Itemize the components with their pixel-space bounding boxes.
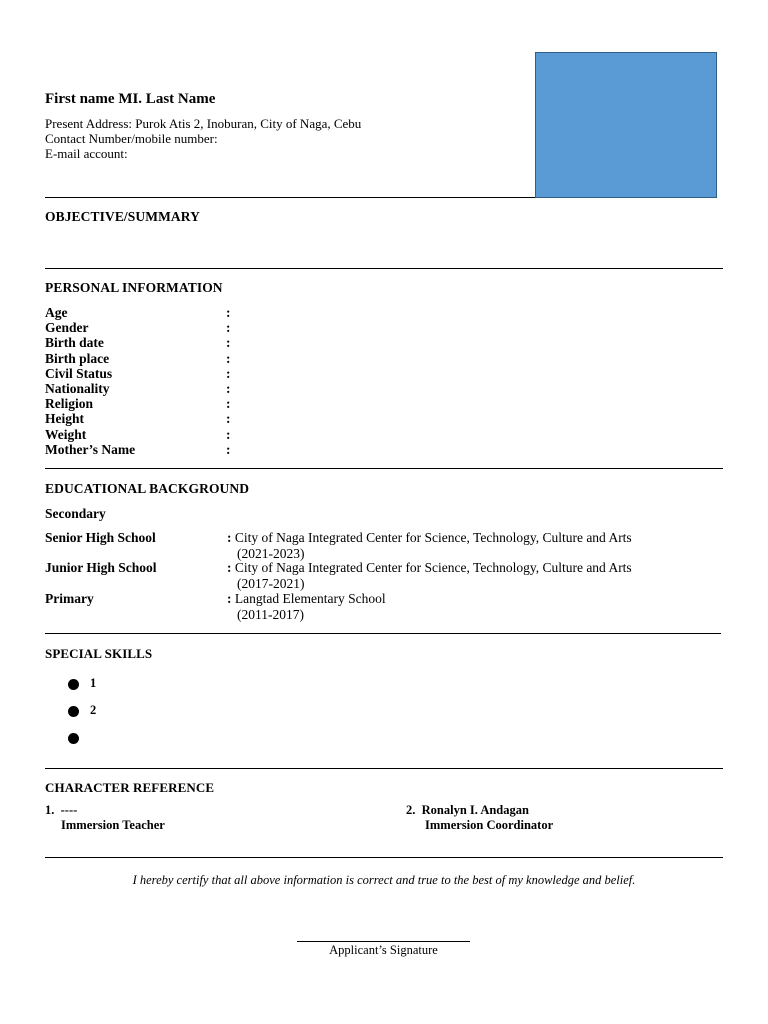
personal-info-colon: : xyxy=(226,426,231,442)
signature-label: Applicant’s Signature xyxy=(329,943,438,957)
reference-name: Ronalyn I. Andagan xyxy=(421,803,529,817)
reference-role: Immersion Coordinator xyxy=(425,818,554,832)
personal-info-label: Age xyxy=(45,305,68,320)
personal-info-row xyxy=(45,366,345,381)
applicant-name: First name MI. Last Name xyxy=(45,91,216,107)
certification-statement: I hereby certify that all above information is correct and true to the best of my knowledge and belief. xyxy=(132,873,636,887)
personal-info-row xyxy=(45,396,345,411)
personal-info-label: Religion xyxy=(45,396,94,412)
personal-info-colon: : xyxy=(226,320,231,336)
personal-info-label: Nationality xyxy=(45,381,110,396)
section-character-reference: CHARACTER REFERENCE xyxy=(45,780,215,795)
personal-info-colon: : xyxy=(226,381,231,396)
personal-info-colon: : xyxy=(226,396,231,412)
divider-header xyxy=(45,197,535,198)
divider-skills xyxy=(45,768,723,769)
divider-objective xyxy=(45,268,723,269)
education-school-name: City of Naga Integrated Center for Science, Technology, Culture and Arts xyxy=(231,560,632,575)
education-years: (2017-2021) xyxy=(237,575,305,591)
education-level-senior-high: Senior High School xyxy=(45,530,156,545)
reference-name: ---- xyxy=(60,803,78,817)
skill-item: 1 xyxy=(90,676,97,690)
education-colon: : xyxy=(227,530,232,545)
bullet-icon xyxy=(68,679,79,690)
personal-info-label: Height xyxy=(45,411,84,427)
section-educational-background: EDUCATIONAL BACKGROUND xyxy=(45,481,250,496)
education-level-junior-high: Junior High School xyxy=(45,560,157,575)
education-years: (2021-2023) xyxy=(237,545,305,561)
personal-info-row xyxy=(45,351,345,366)
education-secondary-label: Secondary xyxy=(45,506,106,521)
personal-info-colon: : xyxy=(226,335,231,351)
personal-info-label: Mother’s Name xyxy=(45,441,136,457)
personal-info-colon: : xyxy=(226,411,231,427)
education-school-junior-high xyxy=(227,560,632,591)
reference-number: 2. xyxy=(406,803,416,817)
photo-placeholder xyxy=(535,52,717,198)
contact-block xyxy=(45,116,361,161)
reference-number: 1. xyxy=(45,803,55,817)
education-colon: : xyxy=(227,591,232,606)
reference-role: Immersion Teacher xyxy=(61,818,165,832)
education-level-primary: Primary xyxy=(45,591,94,606)
education-colon: : xyxy=(227,560,232,575)
personal-info-colon: : xyxy=(226,350,231,366)
personal-info-colon: : xyxy=(226,441,231,457)
personal-info-label: Civil Status xyxy=(45,365,113,381)
bullet-icon xyxy=(68,733,79,744)
reference-2 xyxy=(406,803,553,833)
personal-info-row xyxy=(45,335,345,350)
personal-info-label: Birth date xyxy=(45,335,104,351)
personal-info-row xyxy=(45,320,345,335)
reference-1 xyxy=(45,803,165,833)
education-school-name: City of Naga Integrated Center for Science, Technology, Culture and Arts xyxy=(231,530,632,545)
bullet-icon xyxy=(68,706,79,717)
personal-info-label: Gender xyxy=(45,320,89,336)
divider-education xyxy=(45,633,721,634)
signature-line xyxy=(297,941,470,942)
personal-info-row xyxy=(45,411,345,426)
section-personal-information: PERSONAL INFORMATION xyxy=(45,280,223,295)
personal-info-row xyxy=(45,442,345,457)
personal-info-colon: : xyxy=(226,365,231,381)
email-account: E-mail account: xyxy=(45,146,128,161)
section-special-skills: SPECIAL SKILLS xyxy=(45,646,153,661)
personal-info-row xyxy=(45,381,345,396)
personal-info-colon: : xyxy=(226,305,231,320)
divider-personal xyxy=(45,468,723,469)
education-school-senior-high xyxy=(227,530,632,561)
skill-item: 2 xyxy=(90,703,97,717)
education-school-primary xyxy=(227,591,386,622)
personal-info-row xyxy=(45,305,345,320)
education-years: (2011-2017) xyxy=(237,606,304,622)
personal-info-label: Birth place xyxy=(45,350,110,366)
personal-info-row xyxy=(45,427,345,442)
section-objective: OBJECTIVE/SUMMARY xyxy=(45,209,200,224)
education-school-name: Langtad Elementary School xyxy=(231,591,386,606)
contact-number: Contact Number/mobile number: xyxy=(45,131,218,146)
present-address: Present Address: Purok Atis 2, Inoburan, City of Naga, Cebu xyxy=(45,116,362,131)
divider-reference xyxy=(45,857,723,858)
personal-info-label: Weight xyxy=(45,426,87,442)
